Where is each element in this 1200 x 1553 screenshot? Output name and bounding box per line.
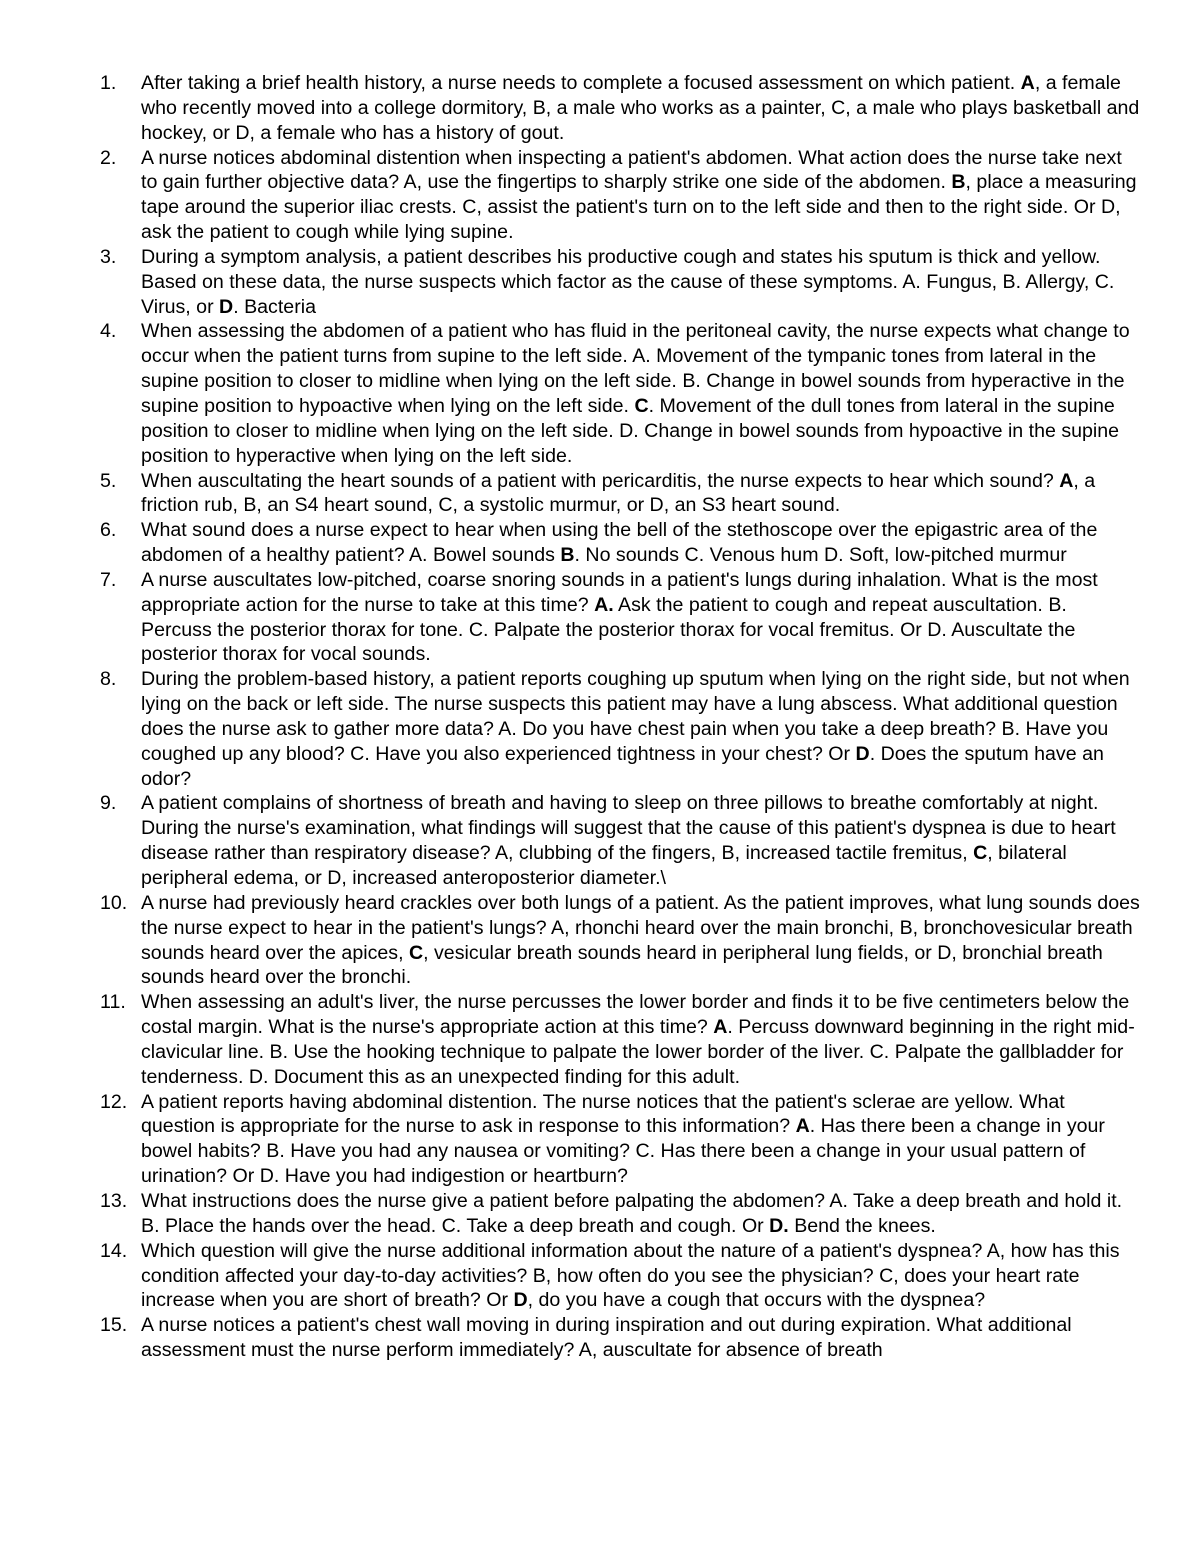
question-number: 15. xyxy=(100,1314,128,1337)
question-text-run: . Movement of the dull tones from lateral in the supine position to closer to midline when lying on the left side. D. Change in bowel sounds from hypoactive in the supine position to hyperactive when lying on the left side. xyxy=(141,394,1120,467)
question-text xyxy=(141,1090,1140,1189)
question-item xyxy=(100,568,1140,667)
answer-letter: C xyxy=(634,394,649,417)
question-text-run: . Does the sputum have an odor? xyxy=(141,742,1104,790)
question-item xyxy=(100,1239,1140,1314)
question-list xyxy=(100,71,1140,1363)
question-text xyxy=(141,146,1140,245)
question-item xyxy=(100,990,1140,1089)
answer-letter: D xyxy=(219,295,234,318)
question-number: 2. xyxy=(100,146,117,169)
question-text xyxy=(141,891,1140,990)
question-number: 7. xyxy=(100,568,117,591)
answer-letter: C xyxy=(973,842,988,865)
question-item xyxy=(100,245,1140,320)
question-text-run: , a friction rub, B, an S4 heart sound, C, a systolic murmur, or D, an S3 heart sound. xyxy=(141,469,1096,517)
question-text-run: Ask the patient to cough and repeat auscultation. B. Percuss the posterior thorax for tone. C. Palpate the posterior thorax for vocal fremitus. Or D. Auscultate the posterior thorax for vocal sounds. xyxy=(141,593,1076,666)
question-text-run: A nurse notices a patient's chest wall moving in during inspiration and out during expiration. What additional assessment must the nurse perform immediately? A, auscultate for absence of breath xyxy=(141,1314,1072,1362)
question-text-run: , a female who recently moved into a college dormitory, B, a male who works as a painter, C, a male who plays basketball and hockey, or D, a female who has a history of gout. xyxy=(141,72,1140,144)
question-item xyxy=(100,469,1140,519)
question-text xyxy=(141,71,1140,146)
question-text-run: , place a measuring tape around the superior iliac crests. C, assist the patient's turn on to the left side and then to the right side. Or D, ask the patient to cough while lying supine. xyxy=(141,171,1137,244)
question-number: 8. xyxy=(100,668,117,691)
answer-letter: A. xyxy=(594,593,614,616)
answer-letter: A xyxy=(795,1115,810,1138)
question-text xyxy=(141,1239,1140,1314)
question-text-run: What instructions does the nurse give a patient before palpating the abdomen? A. Take a deep breath and hold it. B. Place the hands over the head. C. Take a deep breath and cough. Or xyxy=(141,1189,1123,1237)
question-text-run: A nurse notices abdominal distention when inspecting a patient's abdomen. What action does the nurse take next to gain further objective data? A, use the fingertips to sharply strike one side of the abdomen. xyxy=(141,146,1122,194)
question-item xyxy=(100,71,1140,146)
question-item xyxy=(100,1189,1140,1239)
question-text-run: , vesicular breath sounds heard in peripheral lung fields, or D, bronchial breath sounds heard over the bronchi. xyxy=(141,941,1103,989)
question-text xyxy=(141,568,1140,667)
question-item xyxy=(100,667,1140,791)
question-text-run: . No sounds C. Venous hum D. Soft, low-pitched murmur xyxy=(574,544,1067,567)
answer-letter: D xyxy=(855,742,870,765)
answer-letter: A xyxy=(1020,72,1035,94)
answer-letter: D xyxy=(513,1289,528,1312)
question-number: 3. xyxy=(100,245,117,268)
question-text-run: During a symptom analysis, a patient describes his productive cough and states his sputum is thick and yellow. Based on these data, the nurse suspects which factor as the cause of these symptoms. A. Fungus, B. Allergy, C. Virus, or xyxy=(141,245,1115,318)
question-item xyxy=(100,319,1140,468)
question-text-run: During the problem-based history, a patient reports coughing up sputum when lying on the right side, but not when lying on the back or left side. The nurse suspects this patient may have a lung abscess. What additional question does the nurse ask to gather more data? A. Do you have chest pain when you take a deep breath? B. Have you coughed up any blood? C. Have you also experienced tightness in your chest? Or xyxy=(141,668,1130,765)
question-text-run: Which question will give the nurse additional information about the nature of a patient's dyspnea? A, how has this condition affected your day-to-day activities? B, how often do you see the physician? C, does your heart rate increase when you are short of breath? Or xyxy=(141,1239,1120,1312)
question-text xyxy=(141,245,1140,320)
answer-letter: A xyxy=(1059,469,1074,492)
answer-letter: B xyxy=(951,171,966,194)
question-text xyxy=(141,990,1140,1089)
question-text xyxy=(141,1313,1140,1363)
question-text-run: A nurse had previously heard crackles over both lungs of a patient. As the patient improves, what lung sounds does the nurse expect to hear in the patient's lungs? A, rhonchi heard over the main bronchi, B, bronchovesicular breath sounds heard over the apices, xyxy=(141,891,1140,964)
question-text xyxy=(141,1189,1140,1239)
answer-letter: C xyxy=(408,941,424,964)
question-text-run: When assessing an adult's liver, the nurse percusses the lower border and finds it to be five centimeters below the costal margin. What is the nurse's appropriate action at this time? xyxy=(141,991,1130,1039)
question-text-run: A nurse auscultates low-pitched, coarse snoring sounds in a patient's lungs during inhalation. What is the most appropriate action for the nurse to take at this time? xyxy=(141,568,1098,616)
question-item xyxy=(100,1090,1140,1189)
answer-letter: D. xyxy=(769,1214,789,1237)
question-text-run: . Percuss downward beginning in the right mid-clavicular line. B. Use the hooking technique to palpate the lower border of the liver. C. Palpate the gallbladder for tenderness. D. Document this as an unexpected finding for this adult. xyxy=(141,1016,1135,1088)
question-number: 10. xyxy=(100,891,128,914)
question-number: 9. xyxy=(100,792,117,815)
question-text-run: , bilateral peripheral edema, or D, increased anteroposterior diameter.\ xyxy=(141,842,1067,889)
question-text xyxy=(141,469,1140,519)
question-text xyxy=(141,319,1140,468)
question-item xyxy=(100,891,1140,990)
answer-letter: B xyxy=(560,544,575,567)
question-number: 12. xyxy=(100,1090,128,1113)
question-item xyxy=(100,146,1140,245)
question-number: 4. xyxy=(100,320,117,343)
question-text-run: , do you have a cough that occurs with the dyspnea? xyxy=(527,1289,986,1312)
question-text-run: A patient complains of shortness of breath and having to sleep on three pillows to breathe comfortably at night. During the nurse's examination, what findings will suggest that the cause of this patient's dyspnea is due to heart disease rather than respiratory disease? A, clubbing of the fingers, B, increased tactile fremitus, xyxy=(141,792,1116,865)
question-text-run: What sound does a nurse expect to hear when using the bell of the stethoscope over the epigastric area of the abdomen of a healthy patient? A. Bowel sounds xyxy=(141,519,1098,567)
question-number: 6. xyxy=(100,519,117,542)
question-number: 11. xyxy=(100,991,126,1014)
question-text-run: . Bacteria xyxy=(233,295,316,318)
question-text xyxy=(141,791,1140,890)
question-number: 1. xyxy=(100,72,117,94)
question-number: 5. xyxy=(100,469,117,492)
question-text xyxy=(141,518,1140,568)
question-text-run: When auscultating the heart sounds of a patient with pericarditis, the nurse expects to hear which sound? xyxy=(141,469,1060,492)
question-number: 13. xyxy=(100,1189,128,1212)
question-number: 14. xyxy=(100,1239,128,1262)
question-item xyxy=(100,518,1140,568)
question-text xyxy=(141,667,1140,791)
question-text-run: A patient reports having abdominal distention. The nurse notices that the patient's sclerae are yellow. What question is appropriate for the nurse to ask in response to this information? xyxy=(141,1090,1065,1138)
question-text-run: When assessing the abdomen of a patient who has fluid in the peritoneal cavity, the nurse expects what change to occur when the patient turns from supine to the left side. A. Movement of the tympanic tones from lateral in the supine position to closer to midline when lying on the left side. B. Change in bowel sounds from hyperactive in the supine position to hypoactive when lying on the left side. xyxy=(141,320,1130,417)
question-text-run: . Has there been a change in your bowel habits? B. Have you had any nausea or vomiting? C. Has there been a change in your usual pattern of urination? Or D. Have you had indigestion or heartburn? xyxy=(141,1115,1105,1188)
answer-letter: A xyxy=(713,1016,728,1039)
question-item xyxy=(100,791,1140,890)
question-text-run: After taking a brief health history, a nurse needs to complete a focused assessment on which patient. xyxy=(141,72,1021,94)
question-text-run: Bend the knees. xyxy=(788,1214,936,1237)
question-item xyxy=(100,1313,1140,1363)
